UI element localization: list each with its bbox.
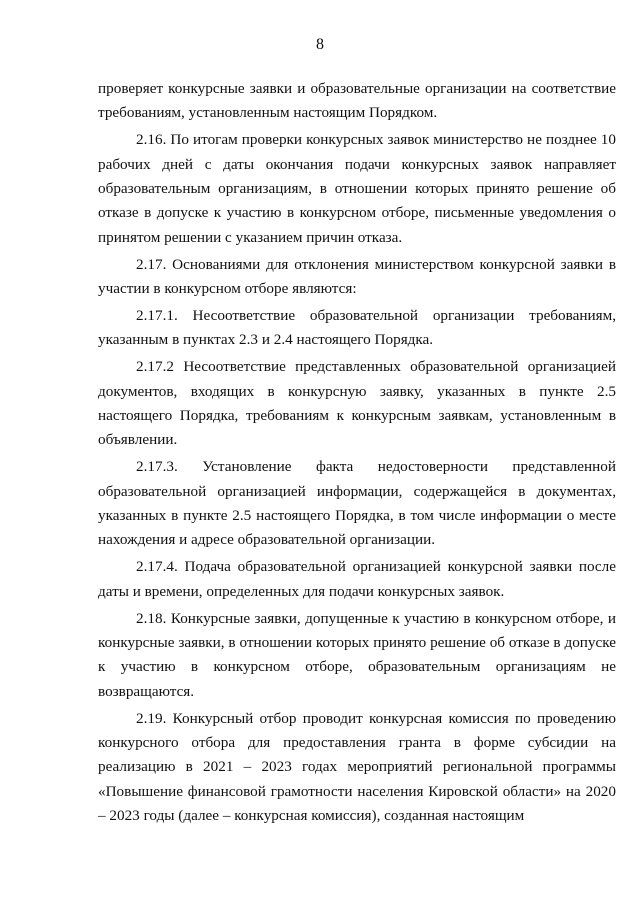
paragraph-2-18: 2.18. Конкурсные заявки, допущенные к участию в конкурсном отборе, и конкурсные заявки, в отношении которых принято решение об отказе в допуске к участию в конкурсном отборе, образовательным организациям не возвращаются. <box>98 609 616 700</box>
paragraph-2-17-2: 2.17.2 Несоответствие представленных образовательной организацией документов, входящих в конкурсную заявку, указанных в пункте 2.5 настоящего Порядка, требованиям к конкурсным заявкам, установленным в объявлении. <box>98 358 616 449</box>
paragraph-2-19: 2.19. Конкурсный отбор проводит конкурсная комиссия по проведению конкурсного отбора для предоставления гранта в форме субсидии на реализацию в 2021 – 2023 годах мероприятий региональной программы «Повышение финансовой грамотности населения Кировской области» на 2020 – 2023 годы (далее – конкурсная комиссия), созданная настоящим <box>98 709 616 824</box>
paragraph-2-17: 2.17. Основаниями для отклонения министерством конкурсной заявки в участии в конкурсном отборе являются: <box>98 255 616 297</box>
paragraph-2-17-1: 2.17.1. Несоответствие образовательной организации требованиям, указанным в пунктах 2.3 и 2.4 настоящего Порядка. <box>98 307 616 349</box>
document-body <box>98 77 616 828</box>
paragraph-2-17-4: 2.17.4. Подача образовательной организацией конкурсной заявки после даты и времени, определенных для подачи конкурсных заявок. <box>98 558 616 600</box>
paragraph-2-16: 2.16. По итогам проверки конкурсных заявок министерство не позднее 10 рабочих дней с даты окончания подачи конкурсных заявок направляет образовательным организациям, в отношении которых принято решение об отказе в допуске к участию в конкурсном отборе, письменные уведомления о принятом решении с указанием причин отказа. <box>98 131 616 246</box>
paragraph-2-17-3: 2.17.3. Установление факта недостоверности представленной образовательной организацией информации, содержащейся в документах, указанных в пункте 2.5 настоящего Порядка, в том числе информации о месте нахождения и адресе образовательной организации. <box>98 458 616 549</box>
paragraph-continuation: проверяет конкурсные заявки и образовательные организации на соответствие требованиям, установленным настоящим Порядком. <box>98 80 616 122</box>
page-number: 8 <box>316 36 324 53</box>
